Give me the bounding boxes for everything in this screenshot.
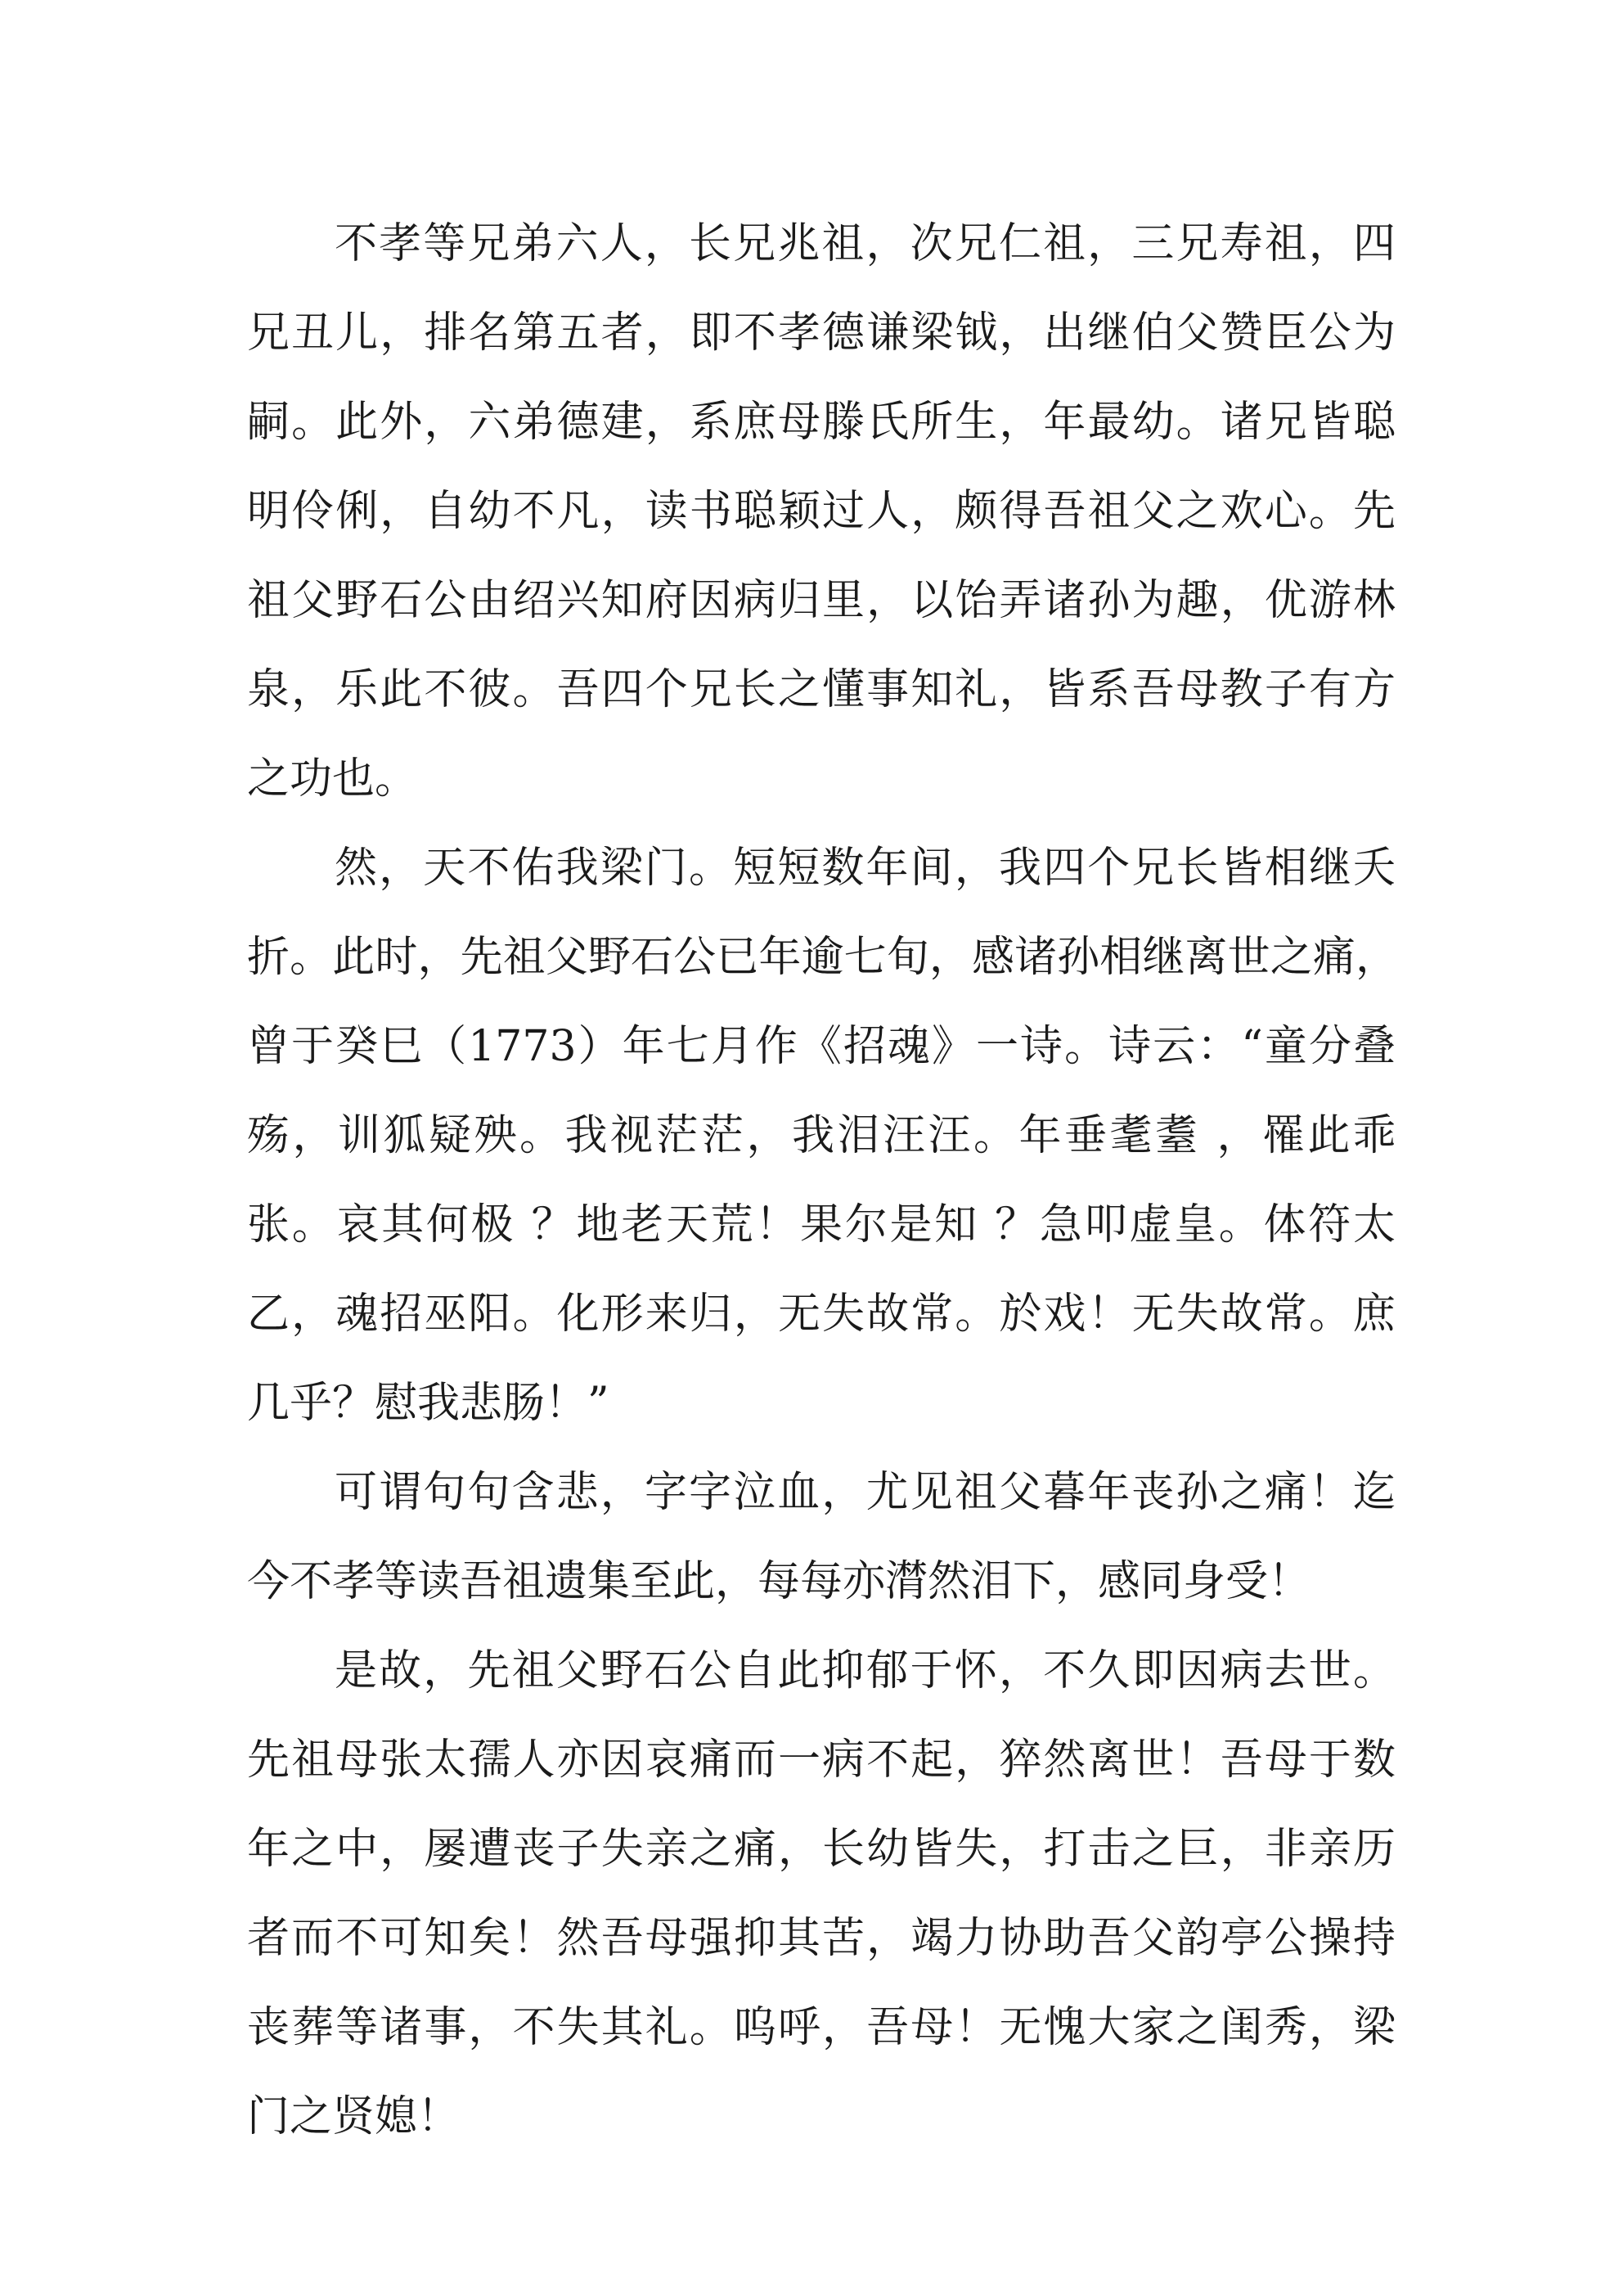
text-line: 先祖母张太孺人亦因哀痛而一病不起，猝然离世！吾母于数 — [247, 1736, 1396, 1785]
text-line: 兄丑儿，排名第五者，即不孝德谦梁钺，出继伯父赞臣公为 — [247, 308, 1396, 358]
text-line: 不孝等兄弟六人，长兄兆祖，次兄仁祖，三兄寿祖，四 — [335, 219, 1396, 268]
text-line: 然，天不佑我梁门。短短数年间，我四个兄长皆相继夭 — [335, 844, 1396, 893]
text-line: 殇，训狐疑殃。我视茫茫，我泪汪汪。年垂耄耋 ，罹此乖 — [247, 1111, 1396, 1160]
text-line: 可谓句句含悲，字字泣血，尤见祖父暮年丧孙之痛！迄 — [335, 1468, 1396, 1517]
text-line: 明伶俐，自幼不凡，读书聪颖过人，颇得吾祖父之欢心。先 — [247, 487, 1396, 536]
body-text — [247, 200, 1396, 2162]
text-line: 曾于癸巳（1773）年七月作《招魂》一诗。诗云：“童分叠 — [247, 1022, 1396, 1071]
text-line: 折。此时，先祖父野石公已年逾七旬，感诸孙相继离世之痛， — [247, 933, 1396, 982]
text-line: 之功也。 — [247, 754, 418, 804]
text-line: 年之中，屡遭丧子失亲之痛，长幼皆失，打击之巨，非亲历 — [247, 1825, 1396, 1874]
text-line: 是故，先祖父野石公自此抑郁于怀，不久即因病去世。 — [335, 1646, 1396, 1695]
text-line: 张。哀其何极 ？地老天荒！果尔是知 ？急叩虚皇。体符太 — [247, 1200, 1396, 1249]
text-line: 者而不可知矣！然吾母强抑其苦，竭力协助吾父韵亭公操持 — [247, 1914, 1396, 1963]
text-line: 乙，魂招巫阳。化形来归，无失故常。於戏！无失故常。庶 — [247, 1290, 1396, 1339]
text-line: 丧葬等诸事，不失其礼。呜呼，吾母！无愧大家之闺秀，梁 — [247, 2003, 1396, 2052]
text-line: 今不孝等读吾祖遗集至此，每每亦潸然泪下，感同身受！ — [247, 1557, 1311, 1606]
text-line: 门之贤媳！ — [247, 2092, 461, 2141]
text-line: 几乎？慰我悲肠！” — [247, 1379, 609, 1428]
text-line: 祖父野石公由绍兴知府因病归里，以饴弄诸孙为趣，优游林 — [247, 576, 1396, 625]
text-line: 嗣。此外，六弟德建，系庶母滕氏所生，年最幼。诸兄皆聪 — [247, 398, 1396, 447]
text-line: 泉，乐此不彼。吾四个兄长之懂事知礼，皆系吾母教子有方 — [247, 665, 1396, 714]
